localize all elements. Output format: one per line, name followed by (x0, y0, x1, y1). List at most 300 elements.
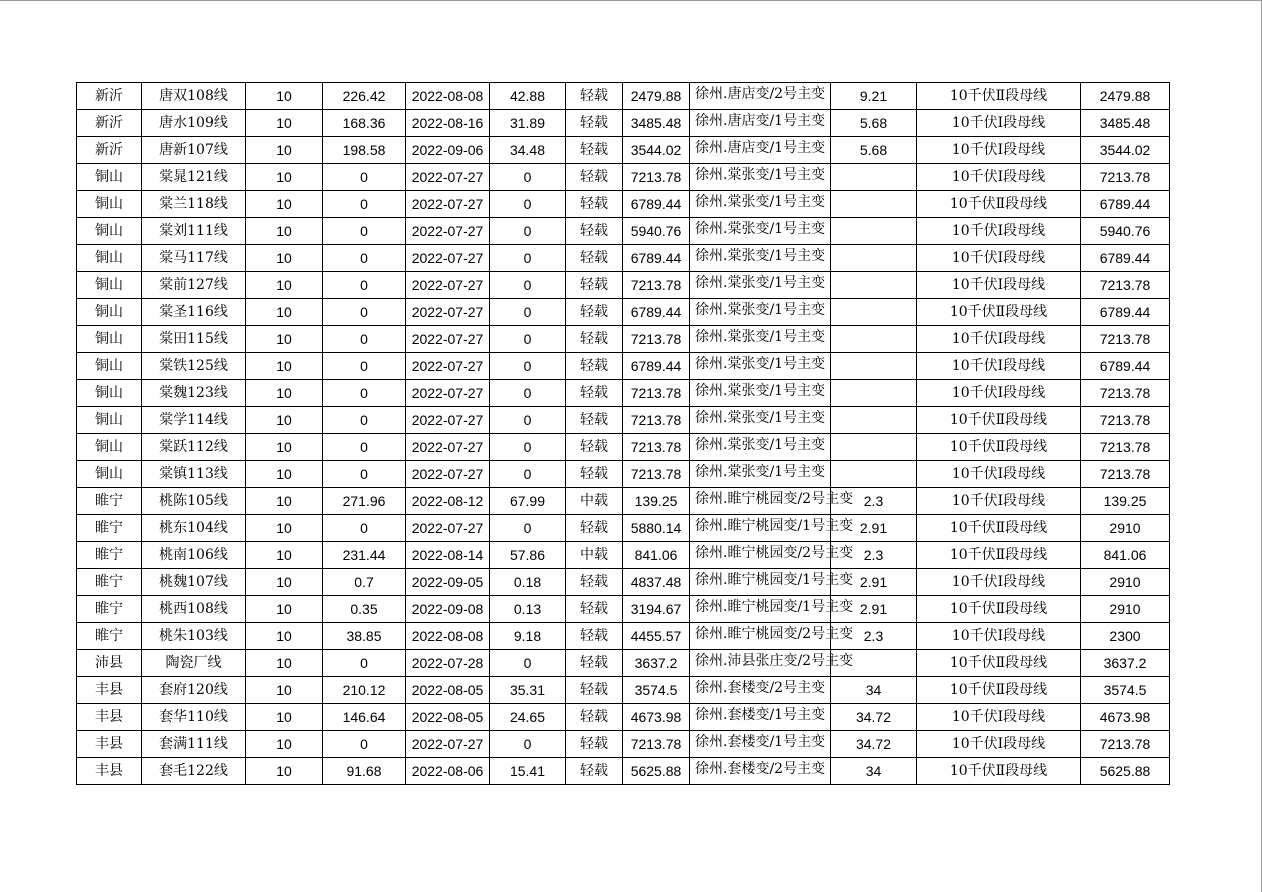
cell-capacity: 2479.88 (623, 83, 690, 110)
cell-date: 2022-08-16 (406, 110, 490, 137)
cell-capacity: 7213.78 (623, 164, 690, 191)
cell-county: 铜山 (77, 407, 142, 434)
cell-transformer-rate: 34.72 (831, 731, 917, 758)
cell-date: 2022-07-27 (406, 731, 490, 758)
cell-line-name: 套毛122线 (142, 758, 246, 785)
cell-capacity: 4455.57 (623, 623, 690, 650)
cell-load-rate: 0 (490, 731, 566, 758)
cell-date: 2022-07-27 (406, 515, 490, 542)
cell-voltage: 10 (246, 650, 323, 677)
cell-county: 铜山 (77, 434, 142, 461)
cell-load: 0 (323, 407, 406, 434)
cell-load: 0 (323, 191, 406, 218)
cell-load-status: 轻载 (566, 164, 623, 191)
cell-county: 丰县 (77, 758, 142, 785)
cell-load: 0 (323, 353, 406, 380)
cell-county: 铜山 (77, 461, 142, 488)
table-row (77, 380, 1170, 407)
cell-transformer-rate (831, 191, 917, 218)
cell-transformer-rate: 2.91 (831, 596, 917, 623)
cell-load-status: 轻载 (566, 434, 623, 461)
cell-load: 231.44 (323, 542, 406, 569)
cell-available-capacity: 2910 (1081, 569, 1170, 596)
cell-load-rate: 0 (490, 515, 566, 542)
cell-voltage: 10 (246, 434, 323, 461)
cell-date: 2022-08-14 (406, 542, 490, 569)
cell-capacity: 6789.44 (623, 191, 690, 218)
cell-available-capacity: 841.06 (1081, 542, 1170, 569)
cell-capacity: 4837.48 (623, 569, 690, 596)
cell-county: 铜山 (77, 326, 142, 353)
cell-line-name: 棠铁125线 (142, 353, 246, 380)
cell-load-rate: 15.41 (490, 758, 566, 785)
cell-load: 0.7 (323, 569, 406, 596)
cell-transformer: 徐州.套楼变/2号主变 (690, 758, 831, 785)
cell-capacity: 7213.78 (623, 434, 690, 461)
cell-load-status: 轻载 (566, 218, 623, 245)
cell-transformer-rate: 2.91 (831, 569, 917, 596)
cell-capacity: 3574.5 (623, 677, 690, 704)
cell-county: 睢宁 (77, 596, 142, 623)
cell-transformer-rate: 5.68 (831, 137, 917, 164)
table-row (77, 191, 1170, 218)
cell-load-status: 轻载 (566, 650, 623, 677)
cell-available-capacity: 7213.78 (1081, 326, 1170, 353)
cell-load: 271.96 (323, 488, 406, 515)
cell-load-rate: 0 (490, 245, 566, 272)
cell-load: 0 (323, 434, 406, 461)
cell-voltage: 10 (246, 542, 323, 569)
cell-load: 0 (323, 380, 406, 407)
cell-voltage: 10 (246, 191, 323, 218)
cell-available-capacity: 5940.76 (1081, 218, 1170, 245)
cell-date: 2022-07-27 (406, 407, 490, 434)
cell-transformer-rate (831, 299, 917, 326)
table-row (77, 758, 1170, 785)
cell-bus-section: 10千伏Ⅱ段母线 (917, 650, 1081, 677)
cell-transformer: 徐州.睢宁桃园变/1号主变 (690, 515, 831, 542)
cell-load: 38.85 (323, 623, 406, 650)
cell-load: 198.58 (323, 137, 406, 164)
cell-load-rate: 0 (490, 218, 566, 245)
cell-line-name: 棠晁121线 (142, 164, 246, 191)
cell-load-status: 轻载 (566, 353, 623, 380)
cell-line-name: 桃朱103线 (142, 623, 246, 650)
cell-county: 丰县 (77, 677, 142, 704)
cell-transformer: 徐州.睢宁桃园变/2号主变 (690, 488, 831, 515)
cell-line-name: 套华110线 (142, 704, 246, 731)
cell-load-status: 轻载 (566, 623, 623, 650)
cell-available-capacity: 7213.78 (1081, 434, 1170, 461)
cell-load-rate: 0.13 (490, 596, 566, 623)
cell-transformer: 徐州.棠张变/1号主变 (690, 299, 831, 326)
cell-date: 2022-07-27 (406, 461, 490, 488)
table-row (77, 83, 1170, 110)
cell-bus-section: 10千伏Ⅰ段母线 (917, 137, 1081, 164)
cell-load-rate: 0 (490, 191, 566, 218)
cell-load: 0 (323, 245, 406, 272)
cell-capacity: 139.25 (623, 488, 690, 515)
cell-voltage: 10 (246, 677, 323, 704)
cell-transformer: 徐州.棠张变/1号主变 (690, 272, 831, 299)
cell-load-status: 轻载 (566, 272, 623, 299)
cell-capacity: 3485.48 (623, 110, 690, 137)
table-row (77, 353, 1170, 380)
cell-voltage: 10 (246, 272, 323, 299)
table-row (77, 596, 1170, 623)
cell-capacity: 3637.2 (623, 650, 690, 677)
cell-line-name: 套满111线 (142, 731, 246, 758)
cell-voltage: 10 (246, 596, 323, 623)
cell-date: 2022-09-06 (406, 137, 490, 164)
cell-load-rate: 0 (490, 272, 566, 299)
cell-bus-section: 10千伏Ⅰ段母线 (917, 461, 1081, 488)
cell-line-name: 桃东104线 (142, 515, 246, 542)
cell-voltage: 10 (246, 245, 323, 272)
cell-load-status: 轻载 (566, 758, 623, 785)
cell-date: 2022-07-27 (406, 164, 490, 191)
cell-transformer-rate (831, 407, 917, 434)
cell-bus-section: 10千伏Ⅰ段母线 (917, 380, 1081, 407)
cell-county: 铜山 (77, 272, 142, 299)
cell-available-capacity: 7213.78 (1081, 380, 1170, 407)
cell-transformer-rate (831, 380, 917, 407)
cell-load: 0 (323, 218, 406, 245)
cell-capacity: 3194.67 (623, 596, 690, 623)
table-row (77, 407, 1170, 434)
cell-voltage: 10 (246, 353, 323, 380)
cell-transformer-rate (831, 218, 917, 245)
cell-load: 0 (323, 326, 406, 353)
cell-bus-section: 10千伏Ⅱ段母线 (917, 677, 1081, 704)
cell-bus-section: 10千伏Ⅰ段母线 (917, 569, 1081, 596)
cell-date: 2022-08-08 (406, 623, 490, 650)
cell-load-rate: 34.48 (490, 137, 566, 164)
cell-load-rate: 0 (490, 164, 566, 191)
cell-available-capacity: 6789.44 (1081, 299, 1170, 326)
cell-line-name: 棠跃112线 (142, 434, 246, 461)
cell-bus-section: 10千伏Ⅱ段母线 (917, 596, 1081, 623)
cell-voltage: 10 (246, 137, 323, 164)
cell-date: 2022-08-05 (406, 677, 490, 704)
cell-available-capacity: 3637.2 (1081, 650, 1170, 677)
cell-load: 226.42 (323, 83, 406, 110)
cell-bus-section: 10千伏Ⅰ段母线 (917, 353, 1081, 380)
cell-line-name: 棠镇113线 (142, 461, 246, 488)
cell-load-status: 轻载 (566, 677, 623, 704)
cell-transformer: 徐州.睢宁桃园变/1号主变 (690, 569, 831, 596)
cell-load: 0 (323, 461, 406, 488)
cell-line-name: 棠前127线 (142, 272, 246, 299)
cell-capacity: 5880.14 (623, 515, 690, 542)
cell-load: 0 (323, 272, 406, 299)
cell-county: 睢宁 (77, 623, 142, 650)
cell-available-capacity: 2300 (1081, 623, 1170, 650)
cell-available-capacity: 4673.98 (1081, 704, 1170, 731)
cell-transformer: 徐州.棠张变/1号主变 (690, 326, 831, 353)
cell-voltage: 10 (246, 461, 323, 488)
cell-load-status: 中载 (566, 488, 623, 515)
cell-transformer: 徐州.唐店变/1号主变 (690, 110, 831, 137)
cell-county: 铜山 (77, 353, 142, 380)
cell-transformer: 徐州.沛县张庄变/2号主变 (690, 650, 831, 677)
cell-capacity: 3544.02 (623, 137, 690, 164)
cell-transformer: 徐州.棠张变/1号主变 (690, 218, 831, 245)
cell-load-rate: 0 (490, 326, 566, 353)
cell-county: 睢宁 (77, 488, 142, 515)
cell-load-rate: 57.86 (490, 542, 566, 569)
table-row (77, 515, 1170, 542)
table-row (77, 731, 1170, 758)
cell-load-status: 轻载 (566, 245, 623, 272)
cell-voltage: 10 (246, 623, 323, 650)
cell-load-status: 轻载 (566, 83, 623, 110)
cell-transformer: 徐州.棠张变/1号主变 (690, 353, 831, 380)
table-row (77, 326, 1170, 353)
cell-bus-section: 10千伏Ⅱ段母线 (917, 434, 1081, 461)
cell-county: 铜山 (77, 245, 142, 272)
cell-bus-section: 10千伏Ⅰ段母线 (917, 218, 1081, 245)
cell-county: 新沂 (77, 83, 142, 110)
cell-transformer: 徐州.唐店变/2号主变 (690, 83, 831, 110)
cell-transformer: 徐州.棠张变/1号主变 (690, 191, 831, 218)
cell-bus-section: 10千伏Ⅱ段母线 (917, 758, 1081, 785)
cell-load: 0 (323, 731, 406, 758)
cell-load-rate: 0.18 (490, 569, 566, 596)
cell-bus-section: 10千伏Ⅱ段母线 (917, 542, 1081, 569)
cell-load: 0 (323, 515, 406, 542)
cell-load: 146.64 (323, 704, 406, 731)
cell-load-status: 轻载 (566, 731, 623, 758)
cell-capacity: 6789.44 (623, 299, 690, 326)
cell-voltage: 10 (246, 515, 323, 542)
cell-load-rate: 0 (490, 461, 566, 488)
cell-capacity: 5625.88 (623, 758, 690, 785)
cell-bus-section: 10千伏Ⅰ段母线 (917, 731, 1081, 758)
cell-voltage: 10 (246, 164, 323, 191)
cell-transformer-rate: 2.3 (831, 488, 917, 515)
cell-line-name: 棠刘111线 (142, 218, 246, 245)
cell-transformer-rate (831, 272, 917, 299)
cell-capacity: 7213.78 (623, 731, 690, 758)
cell-voltage: 10 (246, 758, 323, 785)
cell-bus-section: 10千伏Ⅰ段母线 (917, 623, 1081, 650)
cell-load-rate: 0 (490, 353, 566, 380)
cell-transformer-rate (831, 164, 917, 191)
table-row (77, 218, 1170, 245)
cell-line-name: 唐双108线 (142, 83, 246, 110)
cell-line-name: 棠马117线 (142, 245, 246, 272)
cell-county: 睢宁 (77, 569, 142, 596)
cell-transformer-rate (831, 461, 917, 488)
cell-bus-section: 10千伏Ⅰ段母线 (917, 326, 1081, 353)
cell-voltage: 10 (246, 380, 323, 407)
cell-date: 2022-07-27 (406, 326, 490, 353)
cell-load-rate: 0 (490, 299, 566, 326)
cell-date: 2022-07-27 (406, 245, 490, 272)
cell-line-name: 棠学114线 (142, 407, 246, 434)
table-row (77, 137, 1170, 164)
cell-line-name: 桃陈105线 (142, 488, 246, 515)
cell-date: 2022-08-06 (406, 758, 490, 785)
table-row (77, 110, 1170, 137)
cell-line-name: 棠圣116线 (142, 299, 246, 326)
cell-bus-section: 10千伏Ⅰ段母线 (917, 110, 1081, 137)
cell-transformer-rate: 9.21 (831, 83, 917, 110)
cell-line-name: 棠兰118线 (142, 191, 246, 218)
cell-bus-section: 10千伏Ⅰ段母线 (917, 272, 1081, 299)
cell-available-capacity: 2479.88 (1081, 83, 1170, 110)
cell-line-name: 桃西108线 (142, 596, 246, 623)
cell-date: 2022-07-27 (406, 353, 490, 380)
cell-county: 新沂 (77, 110, 142, 137)
cell-county: 丰县 (77, 731, 142, 758)
table-row (77, 461, 1170, 488)
cell-capacity: 6789.44 (623, 245, 690, 272)
cell-available-capacity: 7213.78 (1081, 164, 1170, 191)
cell-transformer-rate (831, 434, 917, 461)
cell-load-rate: 42.88 (490, 83, 566, 110)
cell-date: 2022-09-05 (406, 569, 490, 596)
cell-bus-section: 10千伏Ⅰ段母线 (917, 488, 1081, 515)
cell-load-status: 轻载 (566, 704, 623, 731)
cell-voltage: 10 (246, 488, 323, 515)
cell-transformer-rate: 34.72 (831, 704, 917, 731)
cell-available-capacity: 3485.48 (1081, 110, 1170, 137)
cell-date: 2022-07-28 (406, 650, 490, 677)
cell-line-name: 套府120线 (142, 677, 246, 704)
cell-date: 2022-07-27 (406, 191, 490, 218)
cell-transformer-rate (831, 245, 917, 272)
cell-voltage: 10 (246, 407, 323, 434)
table-row (77, 488, 1170, 515)
cell-transformer: 徐州.棠张变/1号主变 (690, 245, 831, 272)
cell-bus-section: 10千伏Ⅰ段母线 (917, 704, 1081, 731)
cell-available-capacity: 7213.78 (1081, 461, 1170, 488)
cell-bus-section: 10千伏Ⅰ段母线 (917, 245, 1081, 272)
cell-load-rate: 67.99 (490, 488, 566, 515)
cell-load: 168.36 (323, 110, 406, 137)
data-table (76, 82, 1170, 785)
table-row (77, 704, 1170, 731)
cell-bus-section: 10千伏Ⅱ段母线 (917, 191, 1081, 218)
cell-voltage: 10 (246, 731, 323, 758)
cell-county: 铜山 (77, 380, 142, 407)
cell-load-status: 轻载 (566, 137, 623, 164)
cell-load-status: 轻载 (566, 110, 623, 137)
cell-transformer: 徐州.棠张变/1号主变 (690, 380, 831, 407)
cell-transformer: 徐州.棠张变/1号主变 (690, 434, 831, 461)
cell-voltage: 10 (246, 110, 323, 137)
cell-available-capacity: 139.25 (1081, 488, 1170, 515)
cell-date: 2022-08-05 (406, 704, 490, 731)
cell-date: 2022-07-27 (406, 380, 490, 407)
cell-transformer-rate: 34 (831, 758, 917, 785)
cell-load-rate: 9.18 (490, 623, 566, 650)
cell-load-rate: 35.31 (490, 677, 566, 704)
cell-load: 91.68 (323, 758, 406, 785)
cell-capacity: 7213.78 (623, 407, 690, 434)
cell-load-status: 轻载 (566, 380, 623, 407)
cell-load: 0 (323, 650, 406, 677)
table-row (77, 272, 1170, 299)
cell-available-capacity: 3544.02 (1081, 137, 1170, 164)
cell-line-name: 唐新107线 (142, 137, 246, 164)
cell-line-name: 陶瓷厂线 (142, 650, 246, 677)
table-row (77, 677, 1170, 704)
cell-transformer: 徐州.睢宁桃园变/2号主变 (690, 542, 831, 569)
cell-available-capacity: 2910 (1081, 596, 1170, 623)
cell-county: 铜山 (77, 218, 142, 245)
cell-date: 2022-07-27 (406, 434, 490, 461)
cell-load: 0 (323, 299, 406, 326)
cell-load-rate: 0 (490, 650, 566, 677)
cell-load-status: 中载 (566, 542, 623, 569)
cell-transformer-rate: 2.91 (831, 515, 917, 542)
cell-voltage: 10 (246, 326, 323, 353)
cell-transformer-rate: 2.3 (831, 623, 917, 650)
cell-date: 2022-07-27 (406, 299, 490, 326)
cell-load-status: 轻载 (566, 407, 623, 434)
cell-available-capacity: 2910 (1081, 515, 1170, 542)
cell-available-capacity: 3574.5 (1081, 677, 1170, 704)
cell-load-rate: 0 (490, 407, 566, 434)
cell-county: 新沂 (77, 137, 142, 164)
cell-date: 2022-07-27 (406, 218, 490, 245)
cell-voltage: 10 (246, 299, 323, 326)
cell-line-name: 桃南106线 (142, 542, 246, 569)
cell-capacity: 6789.44 (623, 353, 690, 380)
cell-bus-section: 10千伏Ⅰ段母线 (917, 164, 1081, 191)
cell-line-name: 棠魏123线 (142, 380, 246, 407)
cell-capacity: 7213.78 (623, 326, 690, 353)
cell-transformer: 徐州.套楼变/1号主变 (690, 704, 831, 731)
cell-available-capacity: 7213.78 (1081, 731, 1170, 758)
cell-load-status: 轻载 (566, 191, 623, 218)
cell-capacity: 7213.78 (623, 380, 690, 407)
cell-voltage: 10 (246, 218, 323, 245)
table-row (77, 164, 1170, 191)
table-row (77, 623, 1170, 650)
cell-transformer: 徐州.套楼变/2号主变 (690, 677, 831, 704)
cell-capacity: 7213.78 (623, 272, 690, 299)
cell-load-rate: 31.89 (490, 110, 566, 137)
table-row (77, 434, 1170, 461)
cell-voltage: 10 (246, 569, 323, 596)
cell-load-rate: 0 (490, 434, 566, 461)
cell-county: 铜山 (77, 191, 142, 218)
cell-bus-section: 10千伏Ⅱ段母线 (917, 299, 1081, 326)
cell-transformer: 徐州.套楼变/1号主变 (690, 731, 831, 758)
cell-county: 铜山 (77, 164, 142, 191)
cell-line-name: 唐水109线 (142, 110, 246, 137)
cell-load: 0 (323, 164, 406, 191)
cell-available-capacity: 7213.78 (1081, 272, 1170, 299)
table-row (77, 299, 1170, 326)
cell-transformer-rate (831, 353, 917, 380)
cell-transformer: 徐州.棠张变/1号主变 (690, 407, 831, 434)
cell-load: 210.12 (323, 677, 406, 704)
cell-available-capacity: 7213.78 (1081, 407, 1170, 434)
cell-load-status: 轻载 (566, 569, 623, 596)
cell-county: 沛县 (77, 650, 142, 677)
cell-transformer: 徐州.棠张变/1号主变 (690, 461, 831, 488)
cell-load-rate: 0 (490, 380, 566, 407)
cell-available-capacity: 6789.44 (1081, 245, 1170, 272)
cell-bus-section: 10千伏Ⅱ段母线 (917, 515, 1081, 542)
cell-line-name: 桃魏107线 (142, 569, 246, 596)
cell-capacity: 5940.76 (623, 218, 690, 245)
